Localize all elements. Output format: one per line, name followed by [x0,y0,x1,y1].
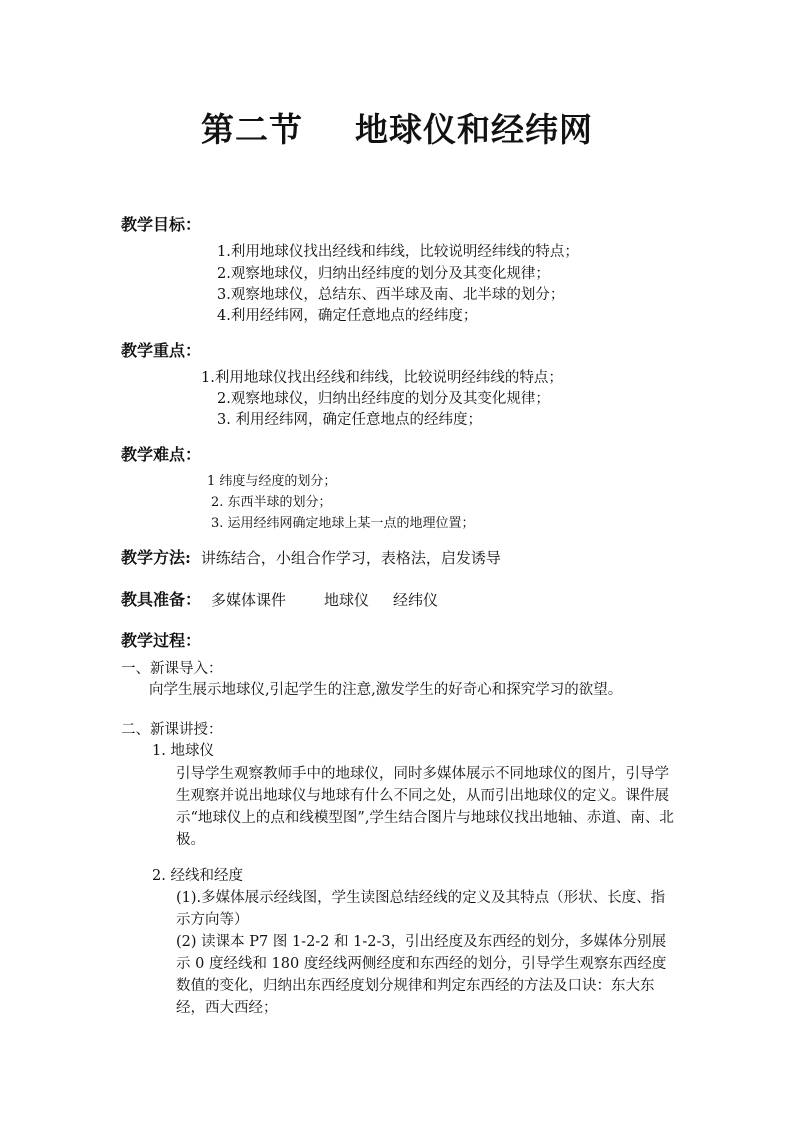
tool-item: 地球仪 [324,591,370,609]
section-1-text: 引导学生观察教师手中的地球仪，同时多媒体展示不同地球仪的图片，引导学生观察并说出地球仪与地球有什么不同之处，从而引出地球仪的定义。课件展示“地球仪上的点和线模型图”,学生结合图片与地球仪找出地轴、赤道、南、北极。 [176,766,674,848]
section-2-heading: 2. 经线和经度 [152,868,243,884]
tool-item: 多媒体课件 [211,591,287,609]
tool-item: 经纬仪 [393,591,439,609]
lecture-heading: 二、新课讲授： [121,722,223,738]
methods-label: 教学方法: [121,548,191,567]
key-point-item: 2.观察地球仪，归纳出经纬度的划分及其变化规律； [217,391,550,407]
difficulty-item: 3. 运用经纬网确定地球上某一点的地理位置； [211,516,475,531]
difficulty-item: 1 纬度与经度的划分； [207,474,337,489]
intro-heading: 一、新课导入： [121,661,223,677]
key-points-heading: 教学重点： [121,341,202,360]
difficulty-item: 2. 东西半球的划分； [211,495,332,510]
tools-label: 教具准备： [121,590,202,609]
tools-heading [121,587,438,610]
process-heading: 教学过程： [121,631,202,650]
key-point-item: 3. 利用经纬网，确定任意地点的经纬度； [217,412,482,428]
methods-value: 讲练结合，小组合作学习，表格法，启发诱导 [200,549,501,567]
section-1-heading: 1. 地球仪 [152,743,214,759]
objective-item: 4.利用经纬网，确定任意地点的经纬度； [217,308,478,324]
objective-item: 1.利用地球仪找出经线和纬线，比较说明经纬线的特点； [217,244,579,260]
title-section-number: 第二节 [201,110,303,149]
objective-item: 2.观察地球仪，归纳出经纬度的划分及其变化规律； [217,266,550,282]
objectives-heading: 教学目标： [121,215,202,234]
intro-text: 向学生展示地球仪,引起学生的注意,激发学生的好奇心和探究学习的欲望。 [149,682,623,698]
key-point-item: 1.利用地球仪找出经线和纬线，比较说明经纬线的特点； [201,370,563,386]
methods-heading [121,545,501,568]
objective-item: 3.观察地球仪，总结东、西半球及南、北半球的划分； [217,287,565,303]
section-2-text-2: (2) 读课本 P7 图 1-2-2 和 1-2-3，引出经度及东西经的划分，多媒体分别展示 0 度经线和 180 度经线两侧经度和东西经的划分，引导学生观察东西经度数值的变化，归纳出东西经度划分规律和判定东西经的方法及口诀：东大东经，西大西经； [176,934,667,1016]
title-topic: 地球仪和经纬网 [355,110,593,149]
difficulties-heading: 教学难点： [121,445,202,464]
document-title [0,104,794,151]
section-2-text-1: (1).多媒体展示经线图，学生读图总结经线的定义及其特点（形状、长度、指示方向等） [176,890,666,928]
